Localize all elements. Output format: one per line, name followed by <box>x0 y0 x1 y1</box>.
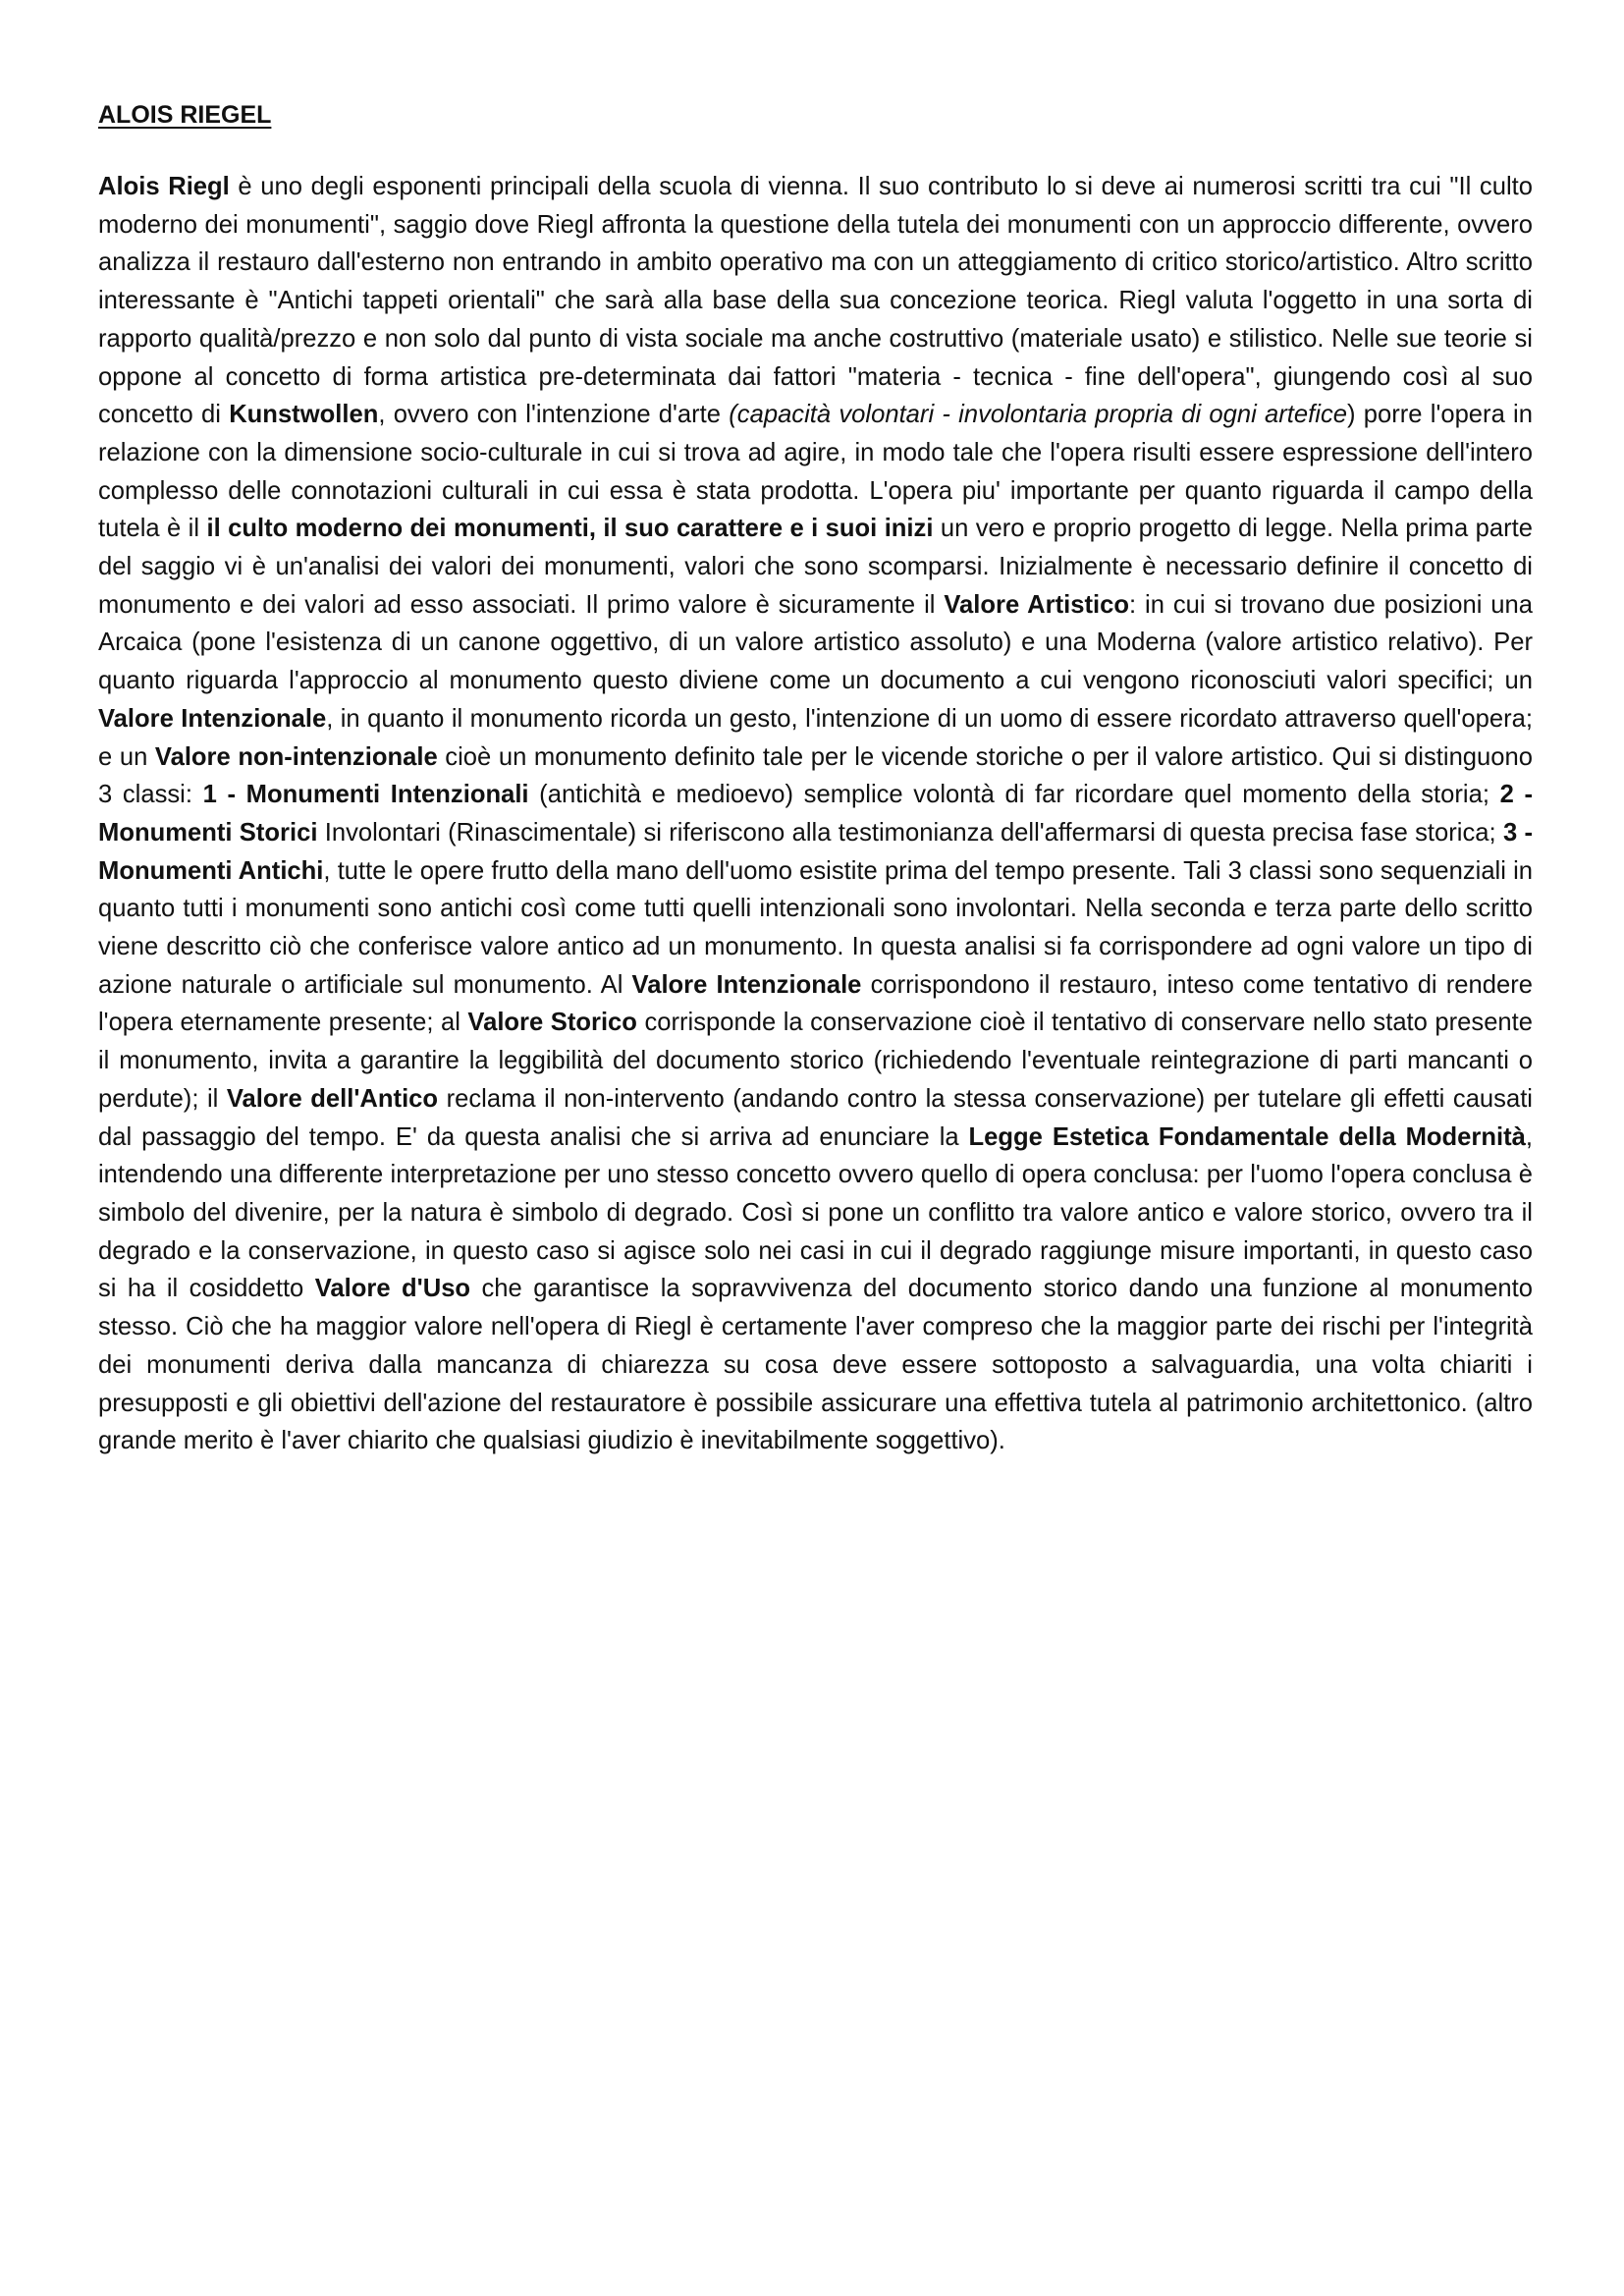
text-run: , intendendo una differente interpretazione per uno stesso concetto ovvero quello di opera conclusa: per l'uomo l'opera conclusa è simbolo del divenire, per la natura è simbolo di degrado. Così si pone un conflitto tra valore antico e valore storico, ovvero tra il degrado e la conservazione, in questo caso si agisce solo nei casi in cui il degrado raggiunge misure importanti, in questo caso si ha il cosiddetto <box>98 1122 1534 1303</box>
bold-term: 2 - Monumenti Storici <box>98 781 1533 847</box>
bold-term: 3 - Monumenti Antichi <box>98 818 1533 885</box>
bold-term: il culto moderno dei monumenti, il suo carattere e i suoi inizi <box>206 515 934 543</box>
document-title: ALOIS RIEGEL <box>98 101 272 129</box>
bold-term: Valore Artistico <box>944 590 1129 619</box>
text-run: che garantisce la sopravvivenza del documento storico dando una funzione al monumento stesso. Ciò che ha maggior valore nell'opera di Riegl è certamente l'aver compreso che la maggior parte dei rischi per l'integrità dei monumenti deriva dalla mancanza di chiarezza su cosa deve essere sottoposto a salvaguardia, una volta chiariti i presupposti e gli obiettivi dell'azione del restauratore è possibile assicurare una effettiva tutela al patrimonio architettonico. (altro grande merito è l'aver chiarito che qualsiasi giudizio è inevitabilmente soggettivo). <box>98 1275 1534 1455</box>
bold-term: Alois Riegl <box>98 173 230 200</box>
bold-term: Valore d'Uso <box>314 1275 471 1303</box>
bold-term: Valore Intenzionale <box>98 704 327 733</box>
bold-term: Valore Intenzionale <box>631 970 862 999</box>
text-run: , tutte le opere frutto della mano dell'uomo esistite prima del tempo presente. Tali 3 classi sono sequenziali in quanto tutti i monumenti sono antichi così come tutti quelli intenzionali sono involontari. Nella seconda e terza parte dello scritto viene descritto ciò che conferisce valore antico ad un monumento. In questa analisi si fa corrispondere ad ogni valore un tipo di azione naturale o artificiale sul monumento. Al <box>98 856 1533 999</box>
text-run: , ovvero con l'intenzione d'arte <box>378 401 730 429</box>
text-run: (antichità e medioevo) semplice volontà di far ricordare quel momento della storia; <box>528 781 1500 809</box>
text-run: ) porre l'opera in relazione con la dimensione socio-culturale in cui si trova ad agire, in modo tale che l'opera risulti essere espressione dell'intero complesso delle connotazioni culturali in cui essa è stata prodotta. L'opera piu' importante per quanto riguarda il campo della tutela è il <box>98 401 1533 543</box>
bold-term: Kunstwollen <box>229 401 379 429</box>
italic-phrase: (capacità volontari - involontaria propria di ogni artefice <box>729 401 1347 429</box>
text-run: un vero e proprio progetto di legge. Nella prima parte del saggio vi è un'analisi dei valori dei monumenti, valori che sono scomparsi. Inizialmente è necessario definire il concetto di monumento e dei valori ad esso associati. Il primo valore è sicuramente il <box>98 515 1533 619</box>
text-run: reclama il non-intervento (andando contro la stessa conservazione) per tutelare gli effetti causati dal passaggio del tempo. E' da questa analisi che si arriva ad enunciare la <box>98 1084 1533 1151</box>
text-run: cioè un monumento definito tale per le vicende storiche o per il valore artistico. Qui si distinguono 3 classi: <box>98 742 1533 809</box>
bold-term: Legge Estetica Fondamentale della Modernità <box>968 1122 1526 1151</box>
body-paragraph <box>98 168 1533 1460</box>
bold-term: Valore non-intenzionale <box>154 742 438 771</box>
text-run: Involontari (Rinascimentale) si riferiscono alla testimonianza dell'affermarsi di questa precisa fase storica; <box>317 818 1503 847</box>
bold-term: 1 - Monumenti Intenzionali <box>202 781 529 809</box>
text-run: è uno degli esponenti principali della scuola di vienna. Il suo contributo lo si deve ai numerosi scritti tra cui "Il culto moderno dei monumenti", saggio dove Riegl affronta la questione della tutela dei monumenti con un approccio differente, ovvero analizza il restauro dall'esterno non entrando in ambito operativo ma con un atteggiamento di critico storico/artistico. Altro scritto interessante è "Antichi tappeti orientali" che sarà alla base della sua concezione teorica. Riegl valuta l'oggetto in una sorta di rapporto qualità/prezzo e non solo dal punto di vista sociale ma anche costruttivo (materiale usato) e stilistico. Nelle sue teorie si oppone al concetto di forma artistica pre-determinata dai fattori "materia - tecnica - fine dell'opera", giungendo così al suo concetto di <box>98 173 1533 429</box>
text-run: corrisponde la conservazione cioè il tentativo di conservare nello stato presente il monumento, invita a garantire la leggibilità del documento storico (richiedendo l'eventuale reintegrazione di parti mancanti o perdute); il <box>98 1009 1534 1113</box>
bold-term: Valore Storico <box>467 1009 637 1037</box>
text-run: : in cui si trovano due posizioni una Arcaica (pone l'esistenza di un canone oggettivo, di un valore artistico assoluto) e una Moderna (valore artistico relativo). Per quanto riguarda l'approccio al monumento questo diviene come un documento a cui vengono riconosciuti valori specifici; un <box>98 590 1533 695</box>
text-run: corrispondono il restauro, inteso come tentativo di rendere l'opera eternamente presente; al <box>98 970 1533 1037</box>
text-run: , in quanto il monumento ricorda un gesto, l'intenzione di un uomo di essere ricordato attraverso quell'opera; e un <box>98 704 1533 771</box>
bold-term: Valore dell'Antico <box>226 1084 439 1113</box>
